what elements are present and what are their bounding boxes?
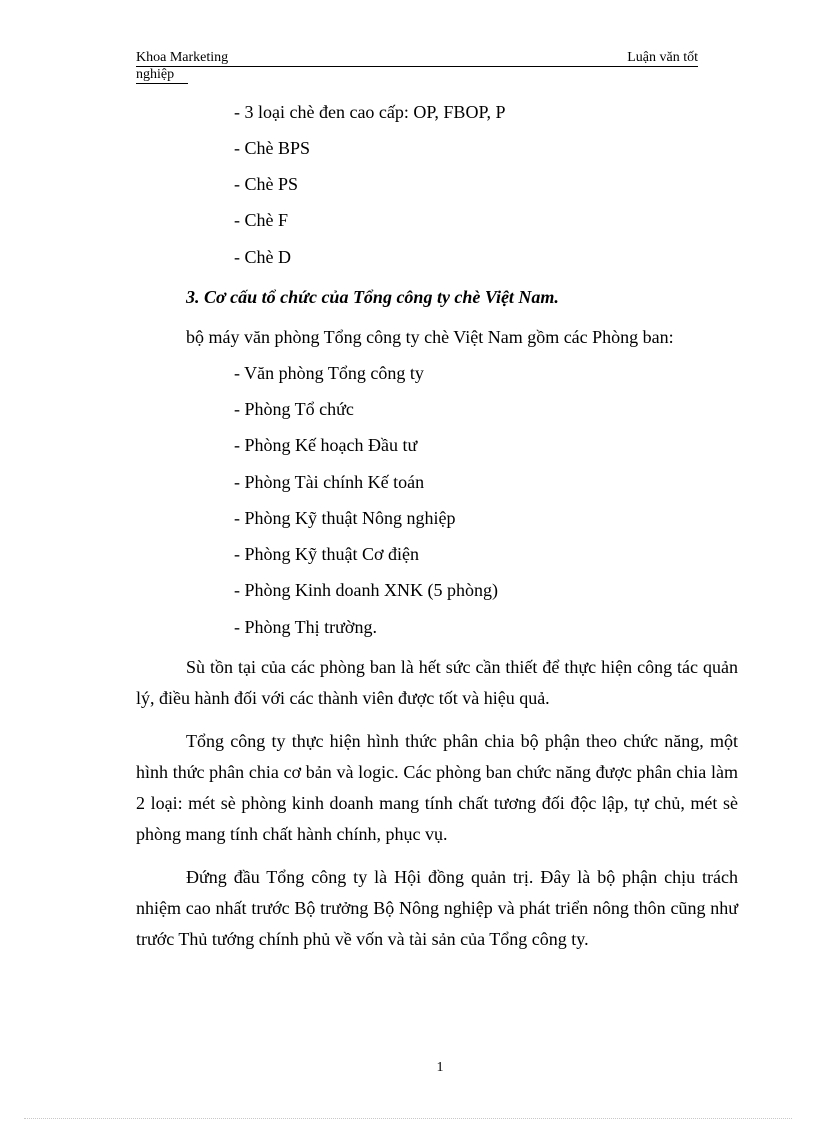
- page-bottom-border: [24, 1118, 792, 1119]
- header-continuation-text: nghiệp: [136, 67, 188, 84]
- page-number: 1: [436, 1060, 444, 1075]
- department-item: - Phòng Kinh doanh XNK (5 phòng): [234, 580, 498, 600]
- tea-list-item: - Chè D: [234, 247, 291, 267]
- header-left-text: Khoa Marketing: [136, 50, 229, 65]
- department-item: - Phòng Kế hoạch Đầu tư: [234, 435, 418, 455]
- department-item: - Phòng Kỹ thuật Cơ điện: [234, 544, 420, 564]
- department-item: - Phòng Kỹ thuật Nông nghiệp: [234, 508, 456, 528]
- body-paragraph: Sù tồn tại của các phòng ban là hết sức cần thiết để thực hiện công tác quản lý, điều hành đối với các thành viên được tốt và hiệu quả.: [136, 657, 738, 708]
- header-right-text: Luận văn tốt: [627, 50, 698, 65]
- body-paragraph: Tổng công ty thực hiện hình thức phân chia bộ phận theo chức năng, một hình thức phân chia cơ bản và logic. Các phòng ban chức năng được phân chia làm 2 loại: mét sè phòng kinh doanh mang tính chất tương đối độc lập, tự chủ, mét sè phòng mang tính chất hành chính, phục vụ.: [136, 731, 738, 844]
- page-header: [136, 50, 698, 84]
- department-item: - Phòng Thị trường.: [234, 617, 377, 637]
- tea-list-item: - 3 loại chè đen cao cấp: OP, FBOP, P: [234, 102, 506, 122]
- department-item: - Phòng Tổ chức: [234, 399, 354, 419]
- department-item: - Văn phòng Tổng công ty: [234, 363, 424, 383]
- section-heading: 3. Cơ cấu tổ chức của Tổng công ty chè Việt Nam.: [186, 287, 559, 307]
- body-paragraph: Đứng đầu Tổng công ty là Hội đồng quản trị. Đây là bộ phận chịu trách nhiệm cao nhất trước Bộ trưởng Bộ Nông nghiệp và phát triển nông thôn cũng như trước Thủ tướng chính phủ về vốn và tài sản của Tổng công ty.: [136, 867, 738, 949]
- tea-list-item: - Chè BPS: [234, 138, 311, 158]
- department-item: - Phòng Tài chính Kế toán: [234, 472, 425, 492]
- header-line: [136, 50, 698, 67]
- tea-list-item: - Chè PS: [234, 174, 299, 194]
- tea-list-item: - Chè F: [234, 210, 288, 230]
- section-intro: bộ máy văn phòng Tổng công ty chè Việt Nam gồm các Phòng ban:: [186, 327, 674, 347]
